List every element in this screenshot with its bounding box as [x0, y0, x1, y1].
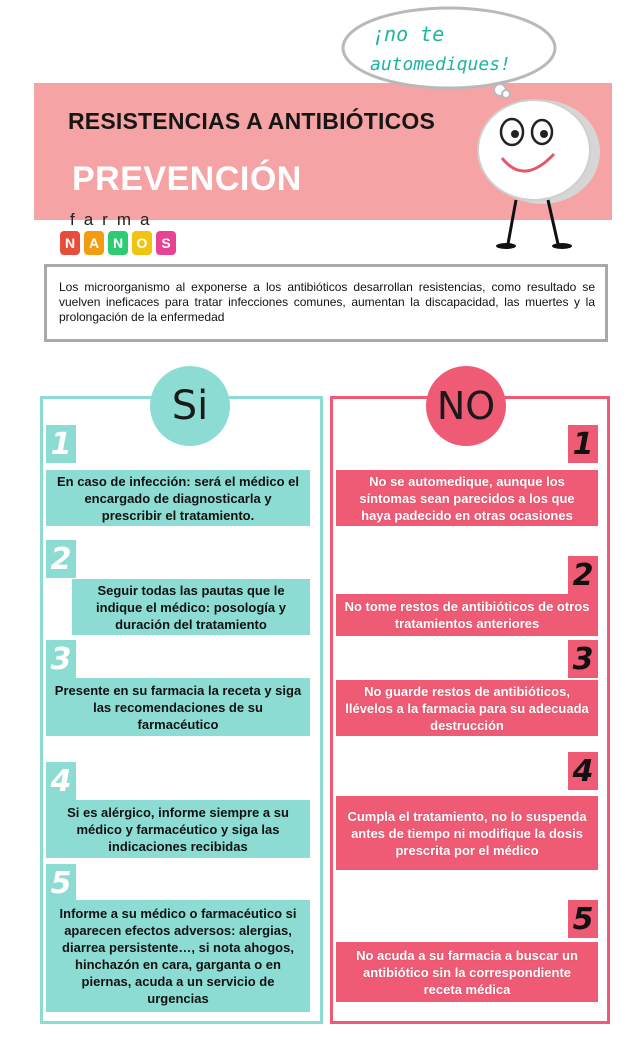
logo-text-farma: farma: [70, 210, 159, 229]
logo-nanos: [60, 231, 188, 255]
bubble-text-line1: ¡no te: [372, 22, 445, 46]
si-heading: Si: [150, 366, 230, 446]
si-item: Informe a su médico o farmacéutico si aparecen efectos adversos: alergias, diarrea persistente…, si nota ahogos, hinchazón en cara, garganta o en piernas, acuda a un servicio de urgencias: [46, 900, 310, 1012]
logo-letter: N: [60, 231, 80, 255]
si-item-number: 2: [46, 540, 76, 578]
no-item: No tome restos de antibióticos de otros tratamientos anteriores: [336, 594, 598, 636]
si-item-number: 1: [46, 425, 76, 463]
no-item-number: 1: [568, 425, 598, 463]
si-item-number: 4: [46, 762, 76, 800]
si-item: En caso de infección: será el médico el encargado de diagnosticarla y prescribir el tratamiento.: [46, 470, 310, 526]
logo-letter: S: [156, 231, 176, 255]
si-item: Si es alérgico, informe siempre a su médico y farmacéutico y siga las indicaciones recibidas: [46, 800, 310, 858]
thought-bubble: [340, 4, 558, 100]
page-subtitle: PREVENCIÓN: [72, 160, 302, 198]
no-item-number: 3: [568, 640, 598, 678]
logo-letter: A: [84, 231, 104, 255]
pill-mascot-icon: [462, 88, 612, 258]
si-item-number: 3: [46, 640, 76, 678]
no-heading: NO: [426, 366, 506, 446]
page-title: RESISTENCIAS A ANTIBIÓTICOS: [68, 108, 436, 134]
no-item-number: 2: [568, 556, 598, 594]
si-item: Presente en su farmacia la receta y siga las recomendaciones de su farmacéutico: [46, 678, 310, 736]
no-item-number: 5: [568, 900, 598, 938]
no-item: Cumpla el tratamiento, no lo suspenda antes de tiempo ni modifique la dosis prescrita por el médico: [336, 796, 598, 870]
no-item: No guarde restos de antibióticos, llévelos a la farmacia para su adecuada destrucción: [336, 680, 598, 736]
si-item-number: 5: [46, 864, 76, 902]
logo-letter: N: [108, 231, 128, 255]
si-item: Seguir todas las pautas que le indique el médico: posología y duración del tratamiento: [72, 579, 310, 635]
no-item: No acuda a su farmacia a buscar un antibiótico sin la correspondiente receta médica: [336, 942, 598, 1002]
no-item: No se automedique, aunque los síntomas sean parecidos a los que haya padecido en otras ocasiones: [336, 470, 598, 526]
bubble-text-line2: automediques!: [370, 54, 511, 75]
intro-text: Los microorganismo al exponerse a los antibióticos desarrollan resistencias, como resultado se vuelven ineficaces para tratar infecciones comunes, aumentan la discapacidad, las muertes y la prolongación de la enfermedad: [44, 264, 608, 342]
logo-letter: O: [132, 231, 152, 255]
no-item-number: 4: [568, 752, 598, 790]
